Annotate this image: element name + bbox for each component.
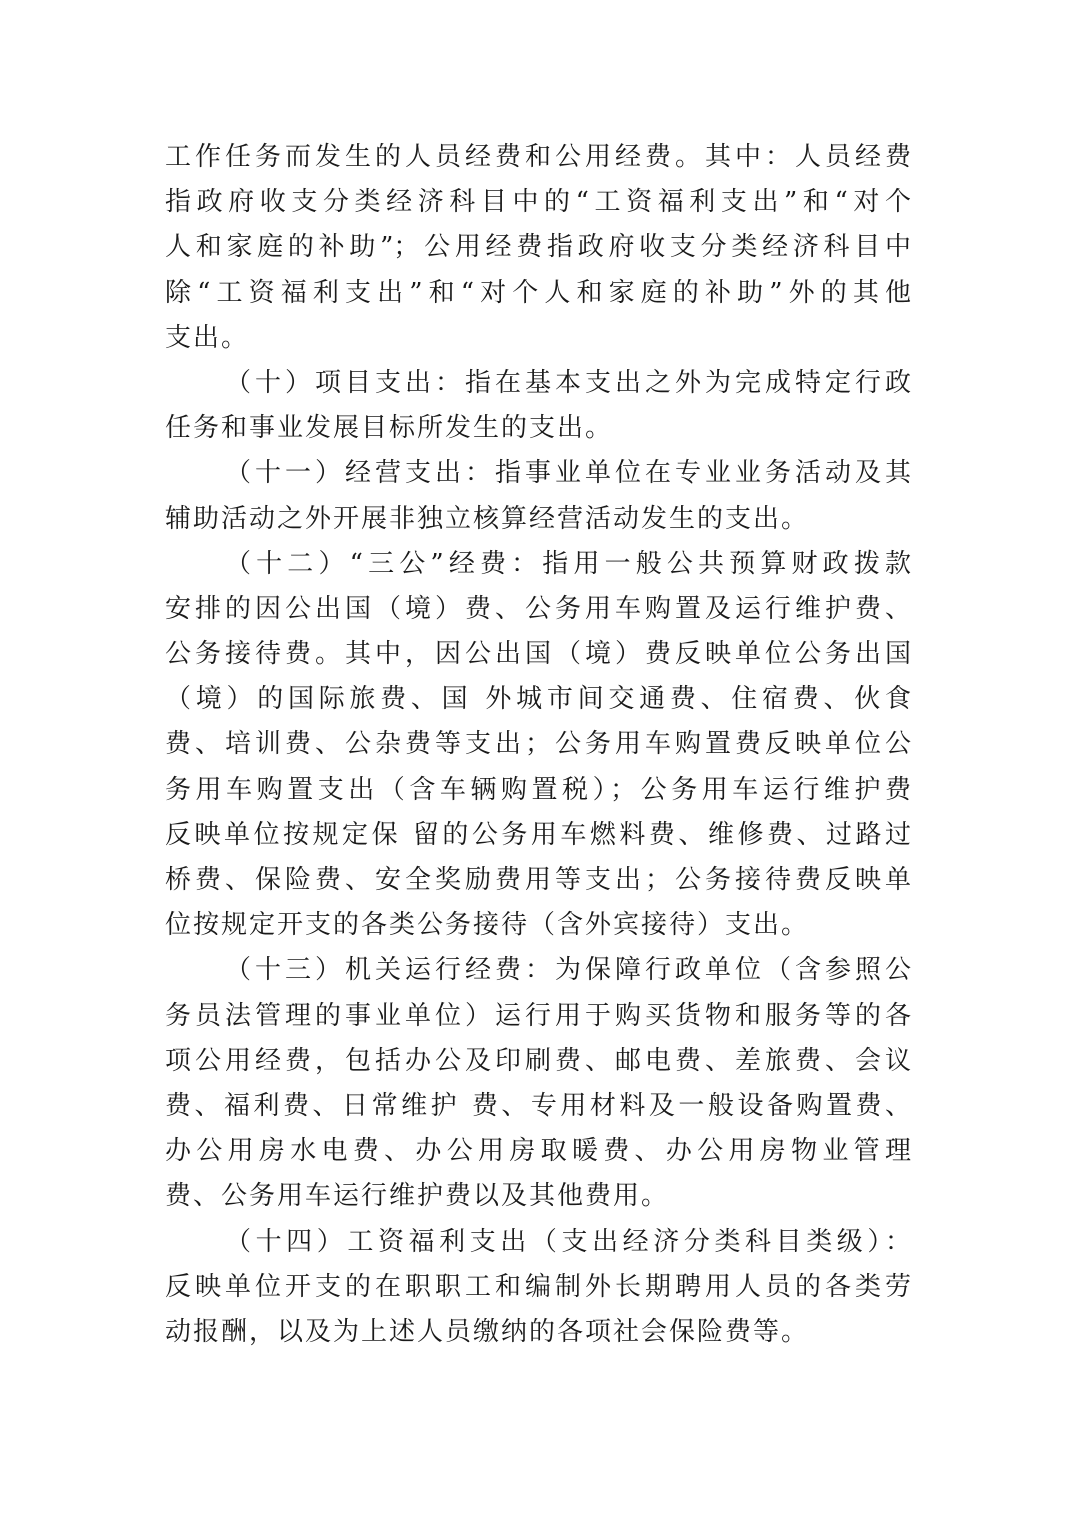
text-line: （十）项目支出：指在基本支出之外为完成特定行政 — [225, 367, 911, 398]
text-line: （十一）经营支出：指事业单位在专业业务活动及其 — [225, 458, 911, 489]
text-line: 反映单位开支的在职职工和编制外长期聘用人员的各类劳 — [165, 1271, 911, 1302]
text-line: 费、福利费、日常维护 费、专用材料及一般设备购置费、 — [165, 1090, 911, 1121]
text-line: 费、公务用车运行维护费以及其他费用。 — [165, 1181, 670, 1212]
text-line: 安排的因公出国（境）费、公务用车购置及运行维护费、 — [165, 593, 911, 624]
text-line: 辅助活动之外开展非独立核算经营活动发生的支出。 — [165, 503, 810, 534]
paragraph-wages-welfare-expenditure — [165, 1220, 911, 1356]
text-line: （十二）“三公”经费：指用一般公共预算财政拨款 — [225, 548, 911, 579]
text-line: 务员法管理的事业单位）运行用于购买货物和服务等的各 — [165, 1000, 911, 1031]
paragraph-agency-operating-funds — [165, 948, 911, 1219]
text-line: 费、培训费、公杂费等支出；公务用车购置费反映单位公 — [165, 729, 911, 760]
text-line: 位按规定开支的各类公务接待（含外宾接待）支出。 — [165, 910, 810, 941]
text-line: 除“工资福利支出”和“对个人和家庭的补助”外的其他 — [165, 277, 911, 308]
text-line: 反映单位按规定保 留的公务用车燃料费、维修费、过路过 — [165, 819, 911, 850]
text-line: 办公用房水电费、办公用房取暖费、办公用房物业管理 — [165, 1136, 911, 1167]
paragraph-three-public-expenses — [165, 542, 911, 949]
paragraph-project-expenditure — [165, 361, 911, 451]
text-line: （十四）工资福利支出（支出经济分类科目类级）： — [225, 1226, 911, 1257]
text-line: （十三）机关运行经费：为保障行政单位（含参照公 — [225, 955, 911, 986]
text-line: 务用车购置支出（含车辆购置税）；公务用车运行维护费 — [165, 774, 911, 805]
text-line: 任务和事业发展目标所发生的支出。 — [165, 413, 614, 444]
text-line: 人和家庭的补助”；公用经费指政府收支分类经济科目中 — [165, 232, 911, 263]
text-line: 动报酬，以及为上述人员缴纳的各项社会保险费等。 — [165, 1316, 810, 1347]
paragraph-operating-expenditure — [165, 451, 911, 541]
text-line: 支出。 — [165, 322, 250, 353]
text-line: 项公用经费，包括办公及印刷费、邮电费、差旅费、会议 — [165, 1045, 911, 1076]
document-body — [165, 135, 911, 1355]
text-line: （境）的国际旅费、国 外城市间交通费、住宿费、伙食 — [165, 684, 911, 715]
text-line: 公务接待费。其中，因公出国（境）费反映单位公务出国 — [165, 639, 911, 670]
paragraph-expense-definitions — [165, 135, 911, 361]
text-line: 桥费、保险费、安全奖励费用等支出；公务接待费反映单 — [165, 865, 911, 895]
text-line: 工作任务而发生的人员经费和公用经费。其中：人员经费 — [165, 142, 911, 172]
text-line: 指政府收支分类经济科目中的“工资福利支出”和“对个 — [165, 187, 911, 218]
